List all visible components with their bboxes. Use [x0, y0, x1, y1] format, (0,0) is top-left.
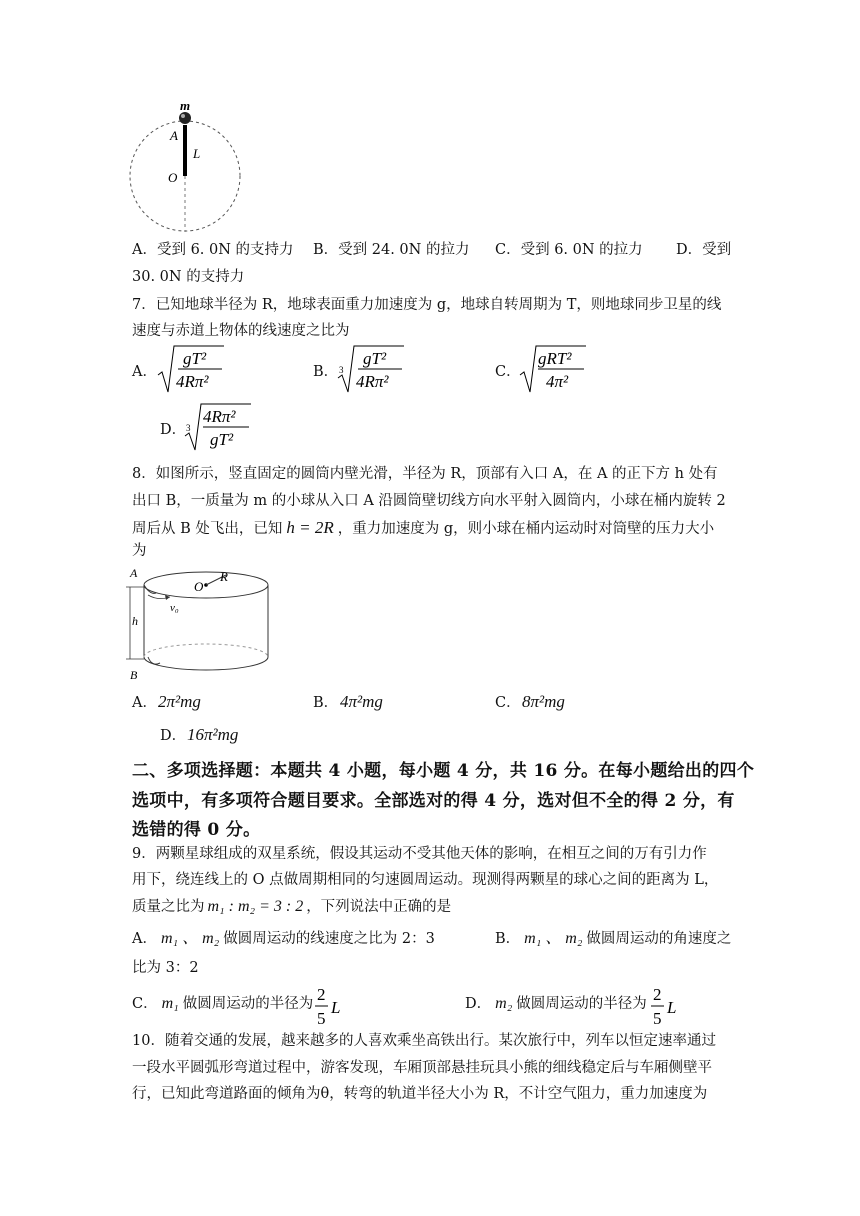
- svg-text:4π²: 4π²: [546, 372, 569, 391]
- section-2-heading-line-2: 选项中，有多项符合题目要求。全部选对的得 4 分，选对但不全的得 2 分，有: [132, 791, 735, 811]
- q6-option-d-cont: 30. 0N 的支持力: [132, 269, 245, 285]
- q9-option-c-fraction: [314, 984, 354, 1028]
- q7-option-a-label: A．: [132, 364, 157, 380]
- q10-line-3: 行，已知此弯道路面的倾角为θ，转弯的轨道半径大小为 R，不计空气阻力，重力加速度为: [132, 1086, 708, 1102]
- section-2-heading-line-3: 选错的得 0 分。: [132, 820, 261, 840]
- q9-line-2: 用下，绕连线上的 O 点做周期相同的匀速圆周运动。现测得两颗星的球心之间的距离为 L，: [132, 872, 719, 888]
- figure-q6-circle: [120, 100, 250, 235]
- q8-option-a-value: 2π²mg: [158, 692, 201, 711]
- section-2-heading-line-1: 二、多项选择题：本题共 4 小题，每小题 4 分，共 16 分。在每小题给出的四个: [132, 761, 755, 781]
- q6-option-c: C．受到 6. 0N 的拉力: [495, 242, 643, 258]
- q7-line-1: 7．已知地球半径为 R，地球表面重力加速度为 g，地球自转周期为 T，则地球同步卫星的线: [132, 297, 722, 313]
- q6-option-a: A．受到 6. 0N 的支持力: [132, 242, 294, 258]
- svg-text:2: 2: [317, 985, 326, 1004]
- q8-option-d-label: D．: [160, 728, 187, 744]
- svg-text:gRT²: gRT²: [538, 349, 572, 368]
- label-m: m: [180, 100, 191, 113]
- q9-line-3: 质量之比为 m₁ : m₂ = 3 : 2 ，下列说法中正确的是: [132, 898, 452, 915]
- svg-text:4Rπ²: 4Rπ²: [203, 407, 236, 426]
- q6-option-b: B．受到 24. 0N 的拉力: [313, 242, 470, 258]
- figure-q8-cylinder: [126, 565, 276, 683]
- svg-text:B: B: [130, 668, 138, 682]
- svg-text:gT²: gT²: [210, 430, 234, 449]
- q8-line-4: 为: [132, 543, 147, 559]
- q8-line-1: 8．如图所示，竖直固定的圆筒内壁光滑，半径为 R，顶部有入口 A，在 A 的正下方 h 处有: [132, 466, 718, 482]
- q8-option-a-label: A．: [132, 695, 157, 711]
- q7-option-b-formula: [336, 342, 406, 394]
- q8-option-c-value: 8π²mg: [522, 692, 565, 711]
- label-L: L: [193, 146, 201, 161]
- svg-text:3: 3: [186, 423, 191, 433]
- q9-option-d: D． m₂ 做圆周运动的半径为: [465, 995, 647, 1012]
- q10-line-2: 一段水平圆弧形弯道过程中，游客发现，车厢顶部悬挂玩具小熊的细线稳定后与车厢侧壁平: [132, 1060, 712, 1076]
- svg-text:gT²: gT²: [183, 349, 207, 368]
- q7-option-d-formula: [183, 400, 253, 452]
- q9-option-d-fraction: [650, 984, 690, 1028]
- svg-text:3: 3: [339, 365, 344, 375]
- svg-text:h: h: [132, 614, 138, 628]
- svg-text:O: O: [194, 579, 204, 594]
- q7-option-b-label: B．: [313, 364, 339, 380]
- q8-option-b-value: 4π²mg: [340, 692, 383, 711]
- q9-option-a: A． m₁ 、 m₂ 做圆周运动的线速度之比为 2：3: [132, 930, 435, 947]
- svg-text:A: A: [130, 566, 138, 580]
- q7-option-a-formula: [156, 342, 226, 394]
- svg-text:4Rπ²: 4Rπ²: [356, 372, 389, 391]
- q8-option-d-value: 16π²mg: [187, 725, 239, 744]
- q7-option-c-formula: [518, 342, 588, 394]
- svg-text:2: 2: [653, 985, 662, 1004]
- label-A: A: [170, 128, 178, 143]
- q8-line-3a: 周后从 B 处飞出，已知: [132, 521, 283, 537]
- q10-line-1: 10．随着交通的发展，越来越多的人喜欢乘坐高铁出行。某次旅行中，列车以恒定速率通过: [132, 1033, 716, 1049]
- svg-text:v₀: v₀: [170, 602, 179, 614]
- svg-text:5: 5: [653, 1009, 662, 1028]
- svg-text:4Rπ²: 4Rπ²: [176, 372, 209, 391]
- label-O: O: [168, 170, 178, 185]
- q9-option-b-cont: 比为 3：2: [132, 960, 199, 976]
- q6-option-d: D．受到: [676, 242, 732, 258]
- q9-line-1: 9．两颗星球组成的双星系统，假设其运动不受其他天体的影响，在相互之间的万有引力作: [132, 846, 707, 862]
- q8-line-3b: ，重力加速度为 g，则小球在桶内运动时对筒壁的压力大小: [337, 521, 715, 537]
- svg-text:5: 5: [317, 1009, 326, 1028]
- q9-option-b: B． m₁ 、 m₂ 做圆周运动的角速度之: [495, 930, 732, 947]
- svg-text:L: L: [667, 998, 677, 1017]
- svg-text:R: R: [220, 569, 228, 584]
- svg-text:gT²: gT²: [363, 349, 387, 368]
- q9-option-c: C． m₁ 做圆周运动的半径为: [132, 995, 314, 1012]
- q9-mass-ratio: m₁ : m₂ = 3 : 2: [207, 898, 304, 915]
- q7-option-c-label: C．: [495, 364, 521, 380]
- q8-option-c-label: C．: [495, 695, 521, 711]
- q7-line-2: 速度与赤道上物体的线速度之比为: [132, 323, 350, 339]
- q7-option-d-label: D．: [160, 422, 187, 438]
- q8-line-2: 出口 B，一质量为 m 的小球从入口 A 沿圆筒壁切线方向水平射入圆筒内，小球在桶内旋转 2: [132, 493, 726, 509]
- q8-line-3: [132, 519, 714, 537]
- svg-text:L: L: [331, 998, 341, 1017]
- q8-eq-h: h = 2R: [286, 518, 334, 537]
- ball-m: [179, 112, 191, 124]
- q8-option-b-label: B．: [313, 695, 339, 711]
